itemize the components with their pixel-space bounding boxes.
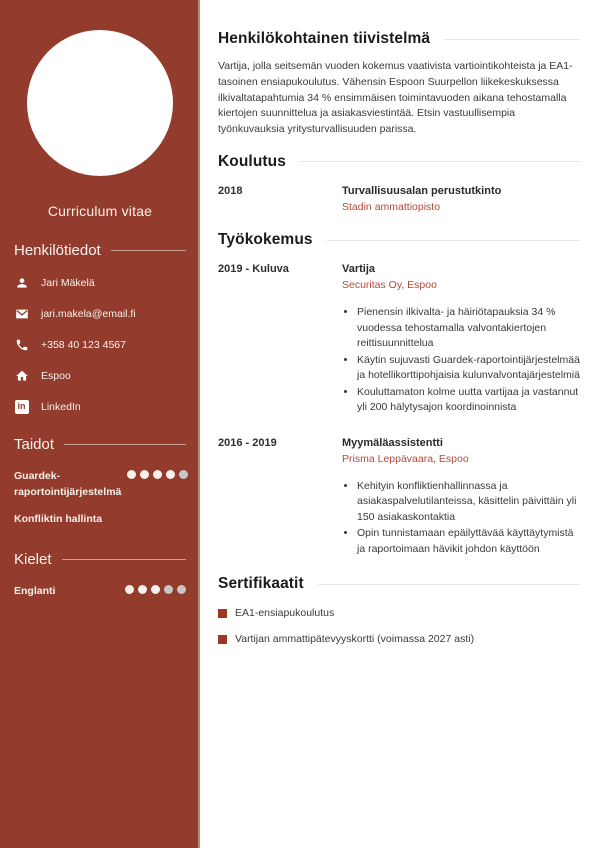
rating-dot xyxy=(153,470,162,479)
heading-divider xyxy=(318,584,580,585)
bullet-item: • Kehityin konfliktienhallinnassa ja asiakaspalvelutilanteissa, käsittelin päivittäin yli 150 asiakaskontaktia xyxy=(357,479,580,526)
contact-city: Espoo xyxy=(41,369,71,382)
heading-divider xyxy=(62,559,186,560)
experience-entry xyxy=(218,436,580,558)
bullet-item: • Käytin sujuvasti Guardek-raportointijärjestelmää ja hotellikorttipohjaisia kulunvalvontajärjestelmiä xyxy=(357,353,580,384)
entry-subtitle: Prisma Leppävaara, Espoo xyxy=(342,452,469,465)
certificates-heading: Sertifikaatit xyxy=(218,575,304,593)
heading-divider xyxy=(111,250,186,251)
experience-heading-row xyxy=(218,231,580,249)
education-entry xyxy=(218,184,580,216)
summary-heading-row xyxy=(218,30,580,48)
section-experience xyxy=(218,231,580,558)
contact-linkedin: LinkedIn xyxy=(41,400,81,413)
summary-text: Vartija, jolla seitsemän vuoden kokemus vaativista vartiointikohteista ja EA1-tasoinen ensiapukoulutus. Vähensin Espoon Suurpellon liikekeskuksessa ilkivaltatapahtumia 34 % ensimmäisen toimintavuoden aikana tehostamalla kiertojen suunnittelua ja asiakasviestintää. Etsin vastuullisempia työnkuvauksia yritysturvallisuuden parissa. xyxy=(218,60,573,135)
home-icon xyxy=(14,368,29,383)
skills-heading: Taidot xyxy=(14,436,55,453)
heading-divider xyxy=(327,240,580,241)
email-icon xyxy=(14,306,29,321)
linkedin-badge: in xyxy=(15,400,29,414)
language-rating xyxy=(125,585,186,594)
main-content xyxy=(200,0,600,848)
entry-title: Vartija xyxy=(342,263,376,276)
certificates-heading-row xyxy=(218,575,580,593)
skill-row xyxy=(0,468,200,501)
rating-dot xyxy=(177,585,186,594)
entry-body xyxy=(342,262,580,416)
entry-period: 2019 - Kuluva xyxy=(218,263,289,276)
entry-body xyxy=(342,184,580,216)
contact-email: jari.makela@email.fi xyxy=(41,307,136,320)
bullet-item: • Opin tunnistamaan epäilyttävää käyttäytymistä ja raportoimaan hävikit johdon käyttöön xyxy=(357,526,580,557)
rating-dot xyxy=(151,585,160,594)
contact-row-city xyxy=(14,368,186,383)
rating-dot xyxy=(140,470,149,479)
rating-dot xyxy=(166,470,175,479)
square-bullet-icon xyxy=(218,635,227,644)
bullet-item: • Pienensin ilkivalta- ja häiriötapauksia 34 % vuodessa tehostamalla valvontakiertojen reittisuunnittelua xyxy=(357,305,580,352)
entry-title: Turvallisuusalan perustutkinto xyxy=(342,184,502,197)
education-heading-row xyxy=(218,153,580,171)
skill-label: Konfliktin hallinta xyxy=(14,512,103,525)
contact-list xyxy=(0,275,200,414)
section-certificates xyxy=(218,575,580,645)
sidebar xyxy=(0,0,200,848)
education-heading: Koulutus xyxy=(218,152,286,170)
certificate-item xyxy=(218,607,580,619)
phone-icon xyxy=(14,337,29,352)
skill-label: Guardek-raportointijärjestelmä xyxy=(14,470,122,499)
personal-info-heading: Henkilötiedot xyxy=(14,242,101,259)
languages-heading: Kielet xyxy=(14,550,52,568)
contact-row-name xyxy=(14,275,186,290)
skill-rating xyxy=(127,470,188,479)
heading-divider xyxy=(64,444,186,445)
rating-dot xyxy=(127,470,136,479)
contact-row-email xyxy=(14,306,186,321)
entry-subtitle: Stadin ammattiopisto xyxy=(342,200,441,213)
personal-info-heading-row xyxy=(0,242,200,259)
language-label: Englanti xyxy=(14,584,56,597)
cv-title: Curriculum vitae xyxy=(47,203,153,219)
entry-title: Myymäläassistentti xyxy=(342,436,443,449)
language-row xyxy=(0,583,200,599)
experience-heading: Työkokemus xyxy=(218,231,313,249)
rating-dot xyxy=(138,585,147,594)
summary-heading: Henkilökohtainen tiivistelmä xyxy=(218,30,431,47)
profile-photo-placeholder xyxy=(27,30,173,176)
languages-heading-row xyxy=(0,551,200,568)
contact-row-phone xyxy=(14,337,186,352)
experience-entry xyxy=(218,262,580,416)
heading-divider xyxy=(300,161,580,162)
section-summary xyxy=(218,30,580,138)
square-bullet-icon xyxy=(218,609,227,618)
entry-body xyxy=(342,436,580,558)
contact-row-linkedin xyxy=(14,399,186,414)
rating-dot xyxy=(164,585,173,594)
entry-bullets xyxy=(342,305,580,416)
rating-dot xyxy=(125,585,134,594)
certificate-label: Vartijan ammattipätevyyskortti (voimassa 2027 asti) xyxy=(235,633,475,646)
linkedin-icon xyxy=(14,399,29,414)
person-icon xyxy=(14,275,29,290)
rating-dot xyxy=(179,470,188,479)
skills-heading-row xyxy=(0,436,200,453)
entry-subtitle: Securitas Oy, Espoo xyxy=(342,279,437,292)
contact-phone: +358 40 123 4567 xyxy=(41,338,126,351)
contact-name: Jari Mäkelä xyxy=(41,276,95,289)
heading-divider xyxy=(444,39,580,40)
certificate-label: EA1-ensiapukoulutus xyxy=(235,607,335,620)
certificate-item xyxy=(218,633,580,645)
skill-row xyxy=(0,511,200,527)
section-education xyxy=(218,153,580,216)
bullet-item: • Kouluttamaton kolme uutta vartijaa ja vastannut yli 200 hälytysajon koordinoinnista xyxy=(357,385,580,416)
entry-period: 2018 xyxy=(218,184,243,197)
entry-bullets xyxy=(342,479,580,558)
entry-period: 2016 - 2019 xyxy=(218,436,277,449)
